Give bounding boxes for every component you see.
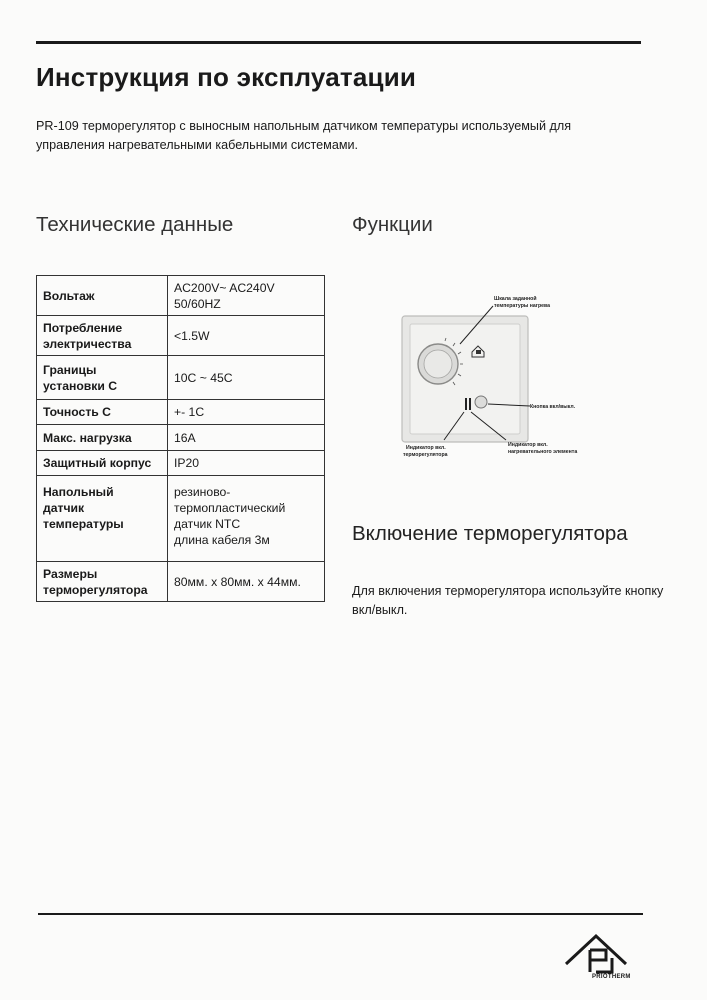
table-row (37, 476, 325, 562)
spec-label: Точность C (37, 400, 168, 425)
spec-value: 80мм. х 80мм. х 44мм. (168, 562, 325, 602)
indicator-on (465, 398, 467, 410)
logo-mark (476, 350, 481, 354)
table-row (37, 562, 325, 602)
top-rule (36, 41, 641, 44)
indicator-heat (469, 398, 471, 410)
callout-scale-line1: Шкала заданной (494, 296, 537, 302)
callout-scale-line2: температуры нагрева (494, 303, 551, 309)
specs-table (36, 275, 325, 602)
functions-heading: Функции (352, 213, 433, 236)
table-row (37, 276, 325, 316)
thermostat-diagram (380, 280, 620, 470)
table-row (37, 425, 325, 451)
callout-indicator-heat-line1: Индикатор вкл. (508, 442, 548, 448)
table-row (37, 316, 325, 356)
table-row (37, 400, 325, 425)
bottom-rule (38, 913, 643, 915)
table-row (37, 356, 325, 400)
power-button (475, 396, 487, 408)
spec-label: Границы установки C (37, 356, 168, 400)
spec-value: резиново- термопластический датчик NTC длина кабеля 3м (168, 476, 325, 562)
spec-label: Вольтаж (37, 276, 168, 316)
intro-paragraph: PR-109 терморегулятор с выносным напольным датчиком температуры используемый для управления нагревательными кабельными системами. (36, 119, 572, 152)
spec-label: Размеры терморегулятора (37, 562, 168, 602)
callout-indicator-heat-line2: нагревательного элемента (508, 449, 578, 455)
callout-button: Кнопка вкл/выкл. (530, 404, 576, 410)
spec-value: AC200V~ AC240V 50/60HZ (168, 276, 325, 316)
logo-text: PRIOTHERM (592, 974, 631, 980)
switch-on-paragraph: Для включения терморегулятора используйте кнопку вкл/выкл. (352, 584, 664, 617)
spec-value: IP20 (168, 451, 325, 476)
switch-on-heading: Включение терморегулятора (352, 522, 628, 545)
callout-indicator-on-line2: терморегулятора (403, 452, 448, 458)
spec-value: 16A (168, 425, 325, 451)
technical-data-heading: Технические данные (36, 213, 234, 236)
spec-label: Напольный датчик температуры (37, 476, 168, 562)
spec-value: <1.5W (168, 316, 325, 356)
knob-center (424, 350, 452, 378)
spec-value: 10C ~ 45C (168, 356, 325, 400)
page-title: Инструкция по эксплуатации (36, 62, 417, 92)
spec-label: Защитный корпус (37, 451, 168, 476)
table-row (37, 451, 325, 476)
spec-label: Потребление электричества (37, 316, 168, 356)
spec-label: Макс. нагрузка (37, 425, 168, 451)
callout-indicator-on-line1: Индикатор вкл. (406, 445, 446, 451)
spec-value: +- 1C (168, 400, 325, 425)
